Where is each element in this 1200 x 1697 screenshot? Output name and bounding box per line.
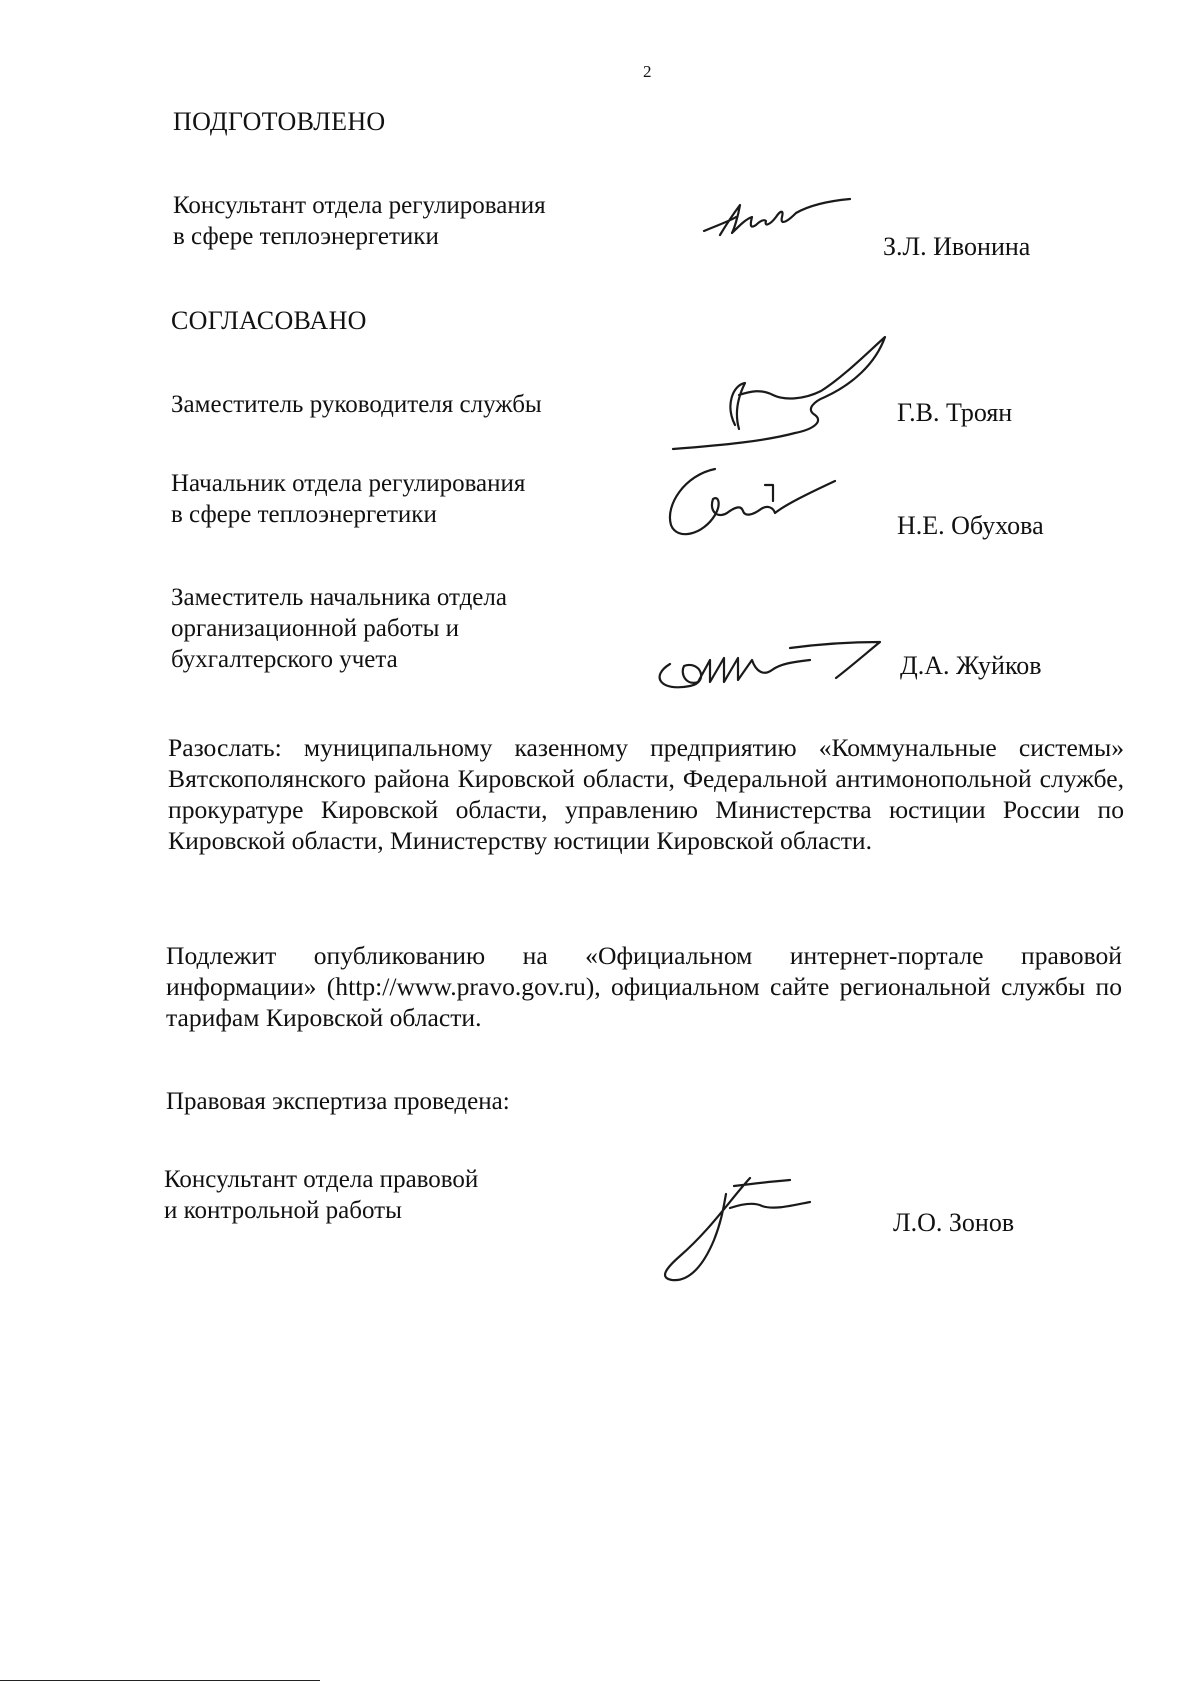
prepared-name: З.Л. Ивонина: [883, 232, 1031, 261]
legal-review-label: Правовая экспертиза проведена:: [166, 1088, 510, 1115]
publication-paragraph: Подлежит опубликованию на «Официальном интернет-портале правовой информации» (http://www.pravo.gov.ru), официальном сайте региональной службы по тарифам Кировской области.: [166, 941, 1122, 1032]
signature-ivonina: [700, 195, 860, 255]
footer-rule: [0, 1680, 320, 1681]
agreed-name-1: Г.В. Троян: [897, 398, 1013, 427]
page-number: 2: [643, 62, 652, 81]
signature-zhuykov: [640, 620, 900, 700]
signature-obukhova: [655, 455, 855, 545]
prepared-heading: ПОДГОТОВЛЕНО: [173, 107, 386, 136]
prepared-position: Консультант отдела регулирования в сфере теплоэнергетики: [173, 192, 546, 250]
agreed-name-2: Н.Е. Обухова: [897, 511, 1044, 540]
legal-review-position: Консультант отдела правовой и контрольной работы: [164, 1166, 479, 1224]
legal-review-name: Л.О. Зонов: [893, 1208, 1015, 1237]
agreed-heading: СОГЛАСОВАНО: [171, 306, 367, 335]
agreed-position-3: Заместитель начальника отдела организационной работы и бухгалтерского учета: [171, 584, 507, 673]
signature-troyan: [665, 325, 895, 465]
distribution-paragraph: Разослать: муниципальному казенному предприятию «Коммунальные системы» Вятскополянского района Кировской области, Федеральной антимонопольной службе, прокуратуре Кировской области, управлению Министерства юстиции России по Кировской области, Министерству юстиции Кировской области.: [168, 733, 1124, 855]
agreed-position-2: Начальник отдела регулирования в сфере теплоэнергетики: [171, 470, 526, 528]
signature-zonov: [650, 1170, 820, 1290]
agreed-position-1: Заместитель руководителя службы: [171, 391, 542, 418]
agreed-name-3: Д.А. Жуйков: [900, 651, 1042, 680]
